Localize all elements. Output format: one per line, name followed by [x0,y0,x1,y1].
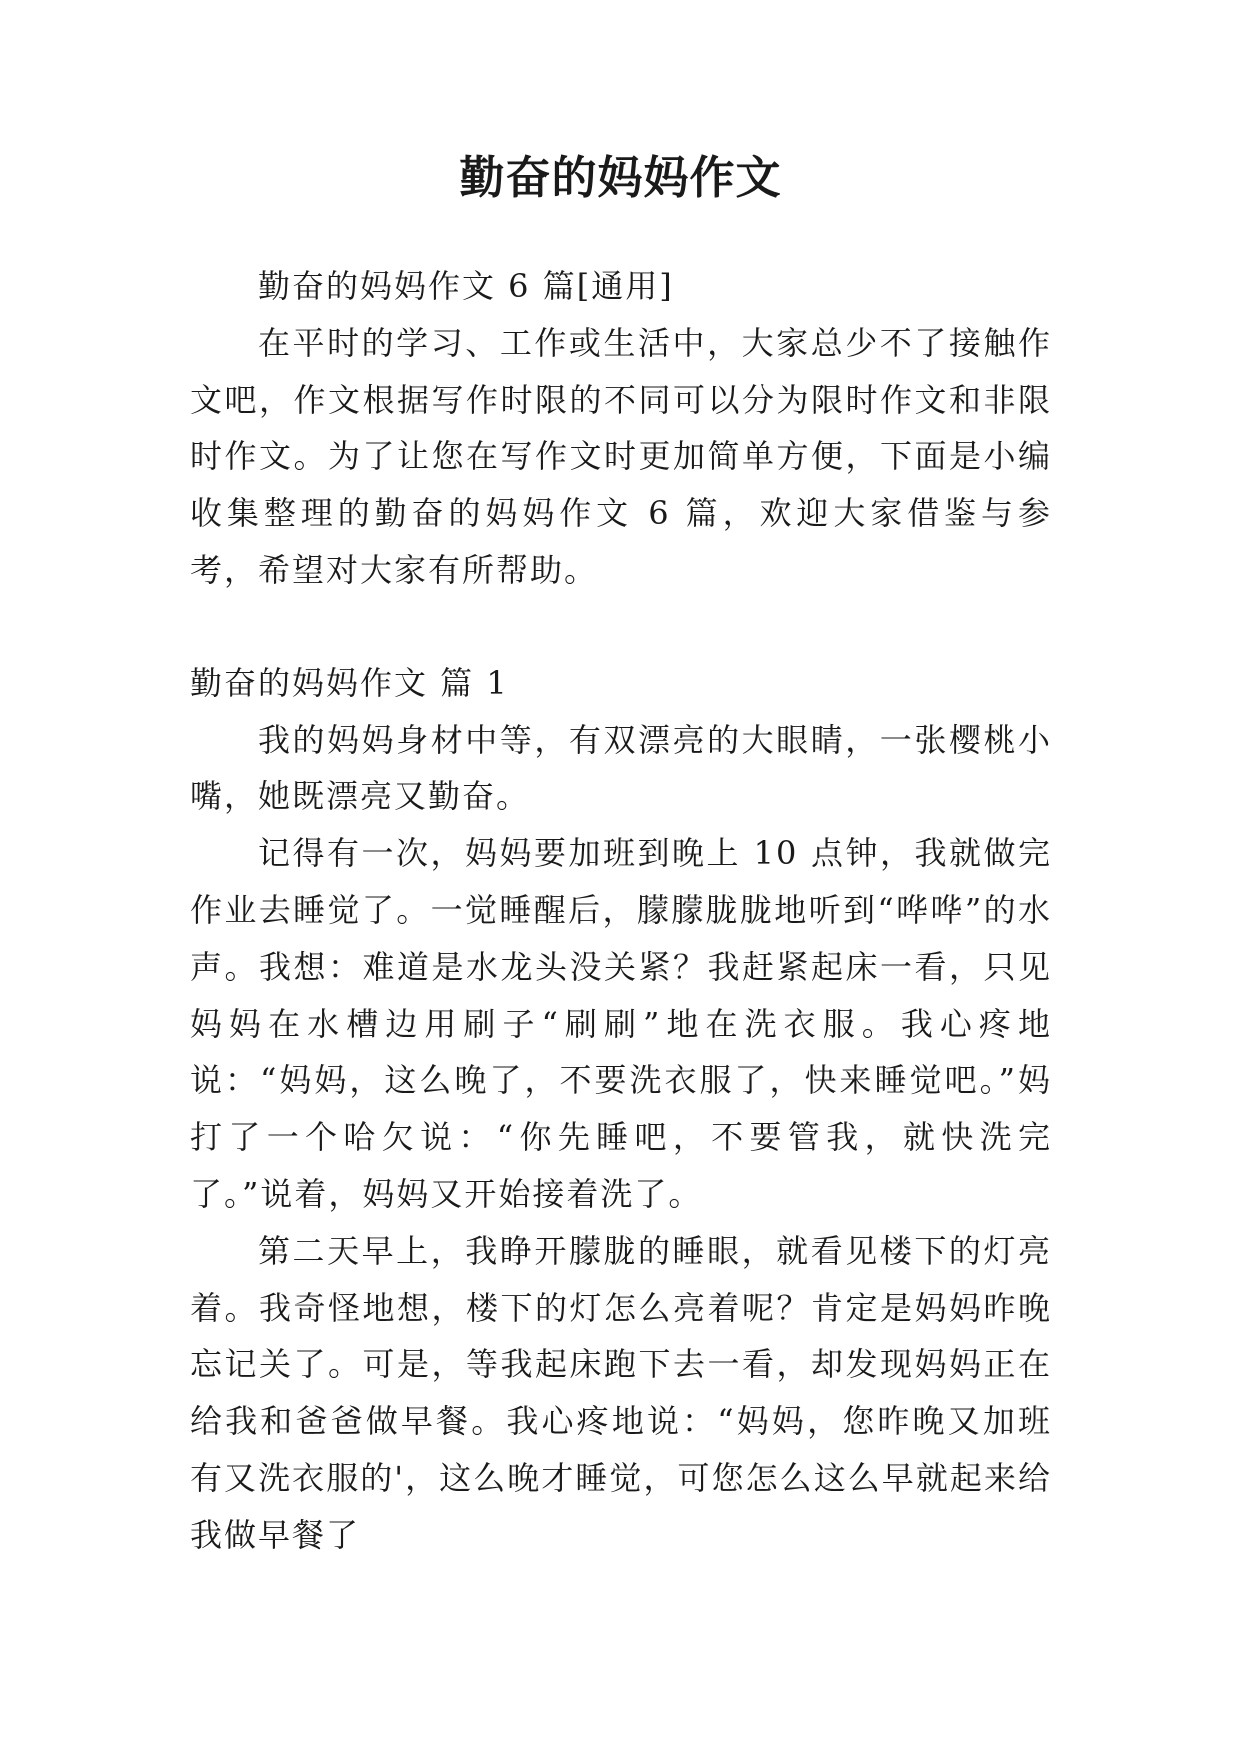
document-body [190,258,1052,1564]
section-heading: 勤奋的妈妈作文 篇 1 [190,663,509,702]
body-paragraph: 我的妈妈身材中等，有双漂亮的大眼睛，一张樱桃小嘴，她既漂亮又勤奋。 [190,720,1052,816]
intro-paragraph: 在平时的学习、工作或生活中，大家总少不了接触作文吧，作文根据写作时限的不同可以分为限时作文和非限时作文。为了让您在写作文时更加简单方便，下面是小编收集整理的勤奋的妈妈作文 6 篇，欢迎大家借鉴与参考，希望对大家有所帮助。 [190,323,1052,589]
body-paragraph: 记得有一次，妈妈要加班到晚上 10 点钟，我就做完作业去睡觉了。一觉睡醒后，朦朦胧胧地听到“哗哗”的水声。我想：难道是水龙头没关紧？我赶紧起床一看，只见妈妈在水槽边用刷子“刷刷”地在洗衣服。我心疼地说：“妈妈，这么晚了，不要洗衣服了，快来睡觉吧。”妈打了一个哈欠说：“你先睡吧，不要管我，就快洗完了。”说着，妈妈又开始接着洗了。 [190,834,1052,1213]
body-paragraph: 第二天早上，我睁开朦胧的睡眼，就看见楼下的灯亮着。我奇怪地想，楼下的灯怎么亮着呢？肯定是妈妈昨晚忘记关了。可是，等我起床跑下去一看，却发现妈妈正在给我和爸爸做早餐。我心疼地说：“妈妈，您昨晚又加班有又洗衣服的'，这么晚才睡觉，可您怎么这么早就起来给我做早餐了 [190,1231,1052,1554]
document-title: 勤奋的妈妈作文 [459,151,782,204]
document-subtitle: 勤奋的妈妈作文 6 篇[通用] [258,267,674,305]
section-spacer [190,599,1052,655]
